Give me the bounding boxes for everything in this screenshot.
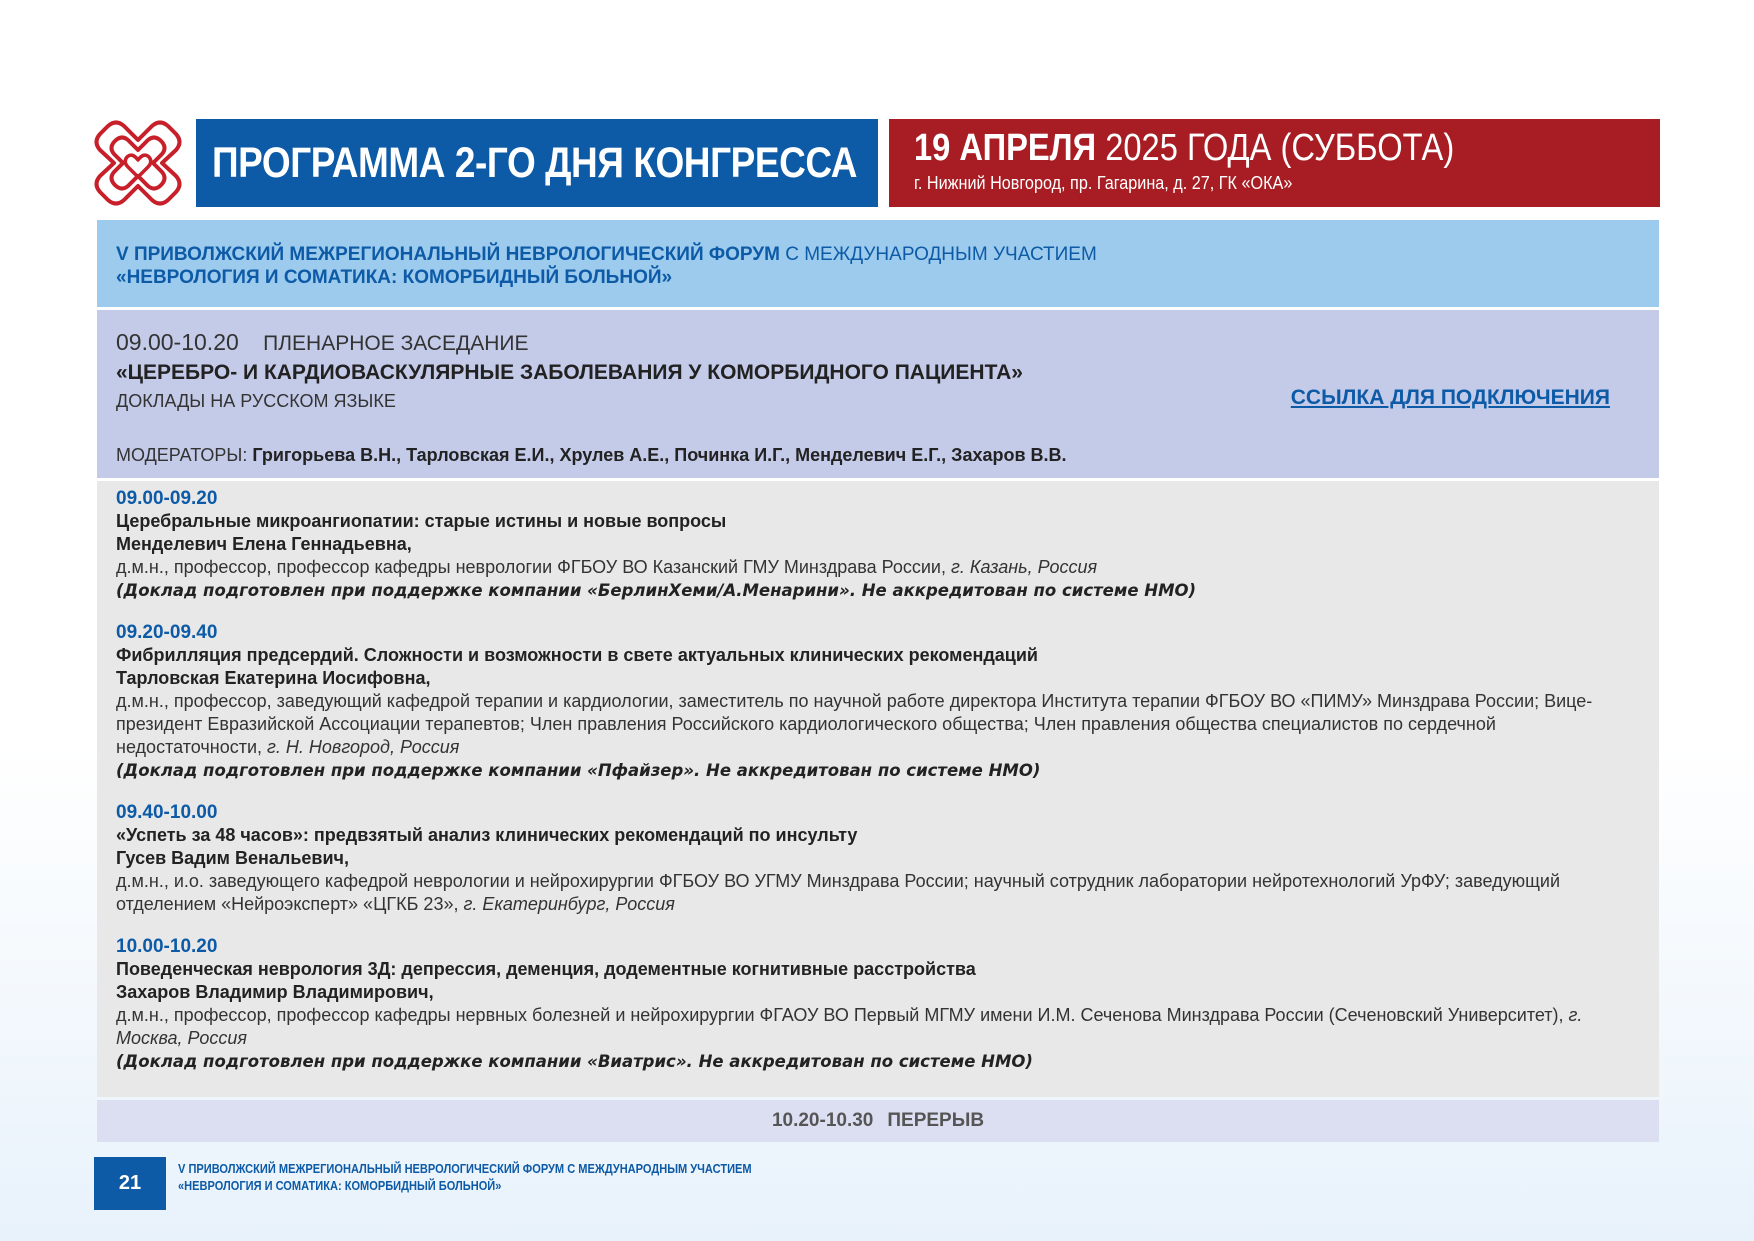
page-number: 21: [94, 1157, 166, 1210]
talk-city: г. Москва, Россия: [116, 1005, 1583, 1048]
forum-international: С МЕЖДУНАРОДНЫМ УЧАСТИЕМ: [785, 244, 1097, 265]
talk-title: «Успеть за 48 часов»: предвзятый анализ клинических рекомендаций по инсульту: [116, 825, 858, 845]
venue-address: г. Нижний Новгород, пр. Гагарина, д. 27, ГК «ОКА»: [914, 173, 1293, 193]
moderators-list: Григорьева В.Н., Тарловская Е.И., Хрулев А.Е., Починка И.Г., Менделевич Е.Г., Захаров В.В.: [252, 445, 1067, 465]
date-bold: 19 АПРЕЛЯ: [914, 127, 1097, 169]
talks-list: [97, 481, 1659, 1097]
talk-city: г. Казань, Россия: [950, 557, 1098, 577]
talk-item: [116, 621, 1629, 782]
forum-name: V ПРИВОЛЖСКИЙ МЕЖРЕГИОНАЛЬНЫЙ НЕВРОЛОГИЧЕСКИЙ ФОРУМ: [116, 244, 780, 265]
plenary-time: 09.00-10.20: [116, 329, 239, 355]
forum-subtitle: «НЕВРОЛОГИЯ И СОМАТИКА: КОМОРБИДНЫЙ БОЛЬНОЙ»: [116, 267, 673, 288]
footer-text: [178, 1160, 752, 1194]
moderators: [116, 445, 1659, 466]
talk-item: [116, 801, 1629, 916]
date-box: [889, 119, 1660, 207]
talk-time: 09.00-09.20: [116, 488, 218, 509]
talk-speaker-info: д.м.н., профессор, профессор кафедры нервных болезней и нейрохирургии ФГАОУ ВО Первый МГМУ имени И.М. Сеченова Минздрава России (Сеченовский Университет),: [116, 1005, 1564, 1025]
talk-speaker: Захаров Владимир Владимирович,: [116, 982, 434, 1002]
talk-note: (Доклад подготовлен при поддержке компании «Виатрис». Не аккредитован по системе НМО): [116, 1052, 1033, 1071]
plenary-label: ПЛЕНАРНОЕ ЗАСЕДАНИЕ: [263, 332, 529, 355]
page-title-box: [196, 119, 878, 207]
talk-city: г. Н. Новгород, Россия: [267, 737, 460, 757]
break-time: 10.20-10.30: [771, 1110, 874, 1131]
break-band: [97, 1100, 1659, 1142]
talk-title: Поведенческая неврология 3Д: депрессия, деменция, додементные когнитивные расстройства: [116, 959, 976, 979]
date-line: [914, 127, 1556, 169]
talk-city: г. Екатеринбург, Россия: [463, 894, 675, 914]
talk-speaker: Гусев Вадим Венальевич,: [116, 848, 349, 868]
break-label: ПЕРЕРЫВ: [887, 1110, 985, 1131]
talk-note: (Доклад подготовлен при поддержке компании «БерлинХеми/А.Менарини». Не аккредитован по системе НМО): [116, 581, 1197, 600]
talk-item: [116, 487, 1629, 602]
talk-time: 09.20-09.40: [116, 622, 218, 643]
connection-link[interactable]: ССЫЛКА ДЛЯ ПОДКЛЮЧЕНИЯ: [1290, 386, 1610, 409]
plenary-session: [97, 310, 1659, 478]
talk-title: Фибрилляция предсердий. Сложности и возможности в свете актуальных клинических рекомендаций: [116, 645, 1038, 665]
moderators-label: МОДЕРАТОРЫ:: [116, 445, 248, 465]
talk-title: Церебральные микроангиопатии: старые истины и новые вопросы: [116, 511, 727, 531]
talk-note: (Доклад подготовлен при поддержке компании «Пфайзер». Не аккредитован по системе НМО): [116, 761, 1041, 780]
talk-item: [116, 935, 1629, 1073]
talk-time: 10.00-10.20: [116, 936, 218, 957]
footer-line-1: V ПРИВОЛЖСКИЙ МЕЖРЕГИОНАЛЬНЫЙ НЕВРОЛОГИЧЕСКИЙ ФОРУМ С МЕЖДУНАРОДНЫМ УЧАСТИЕМ: [178, 1161, 752, 1176]
talk-speaker: Тарловская Екатерина Иосифовна,: [116, 668, 431, 688]
talk-speaker-info: д.м.н., профессор, профессор кафедры неврологии ФГБОУ ВО Казанский ГМУ Минздрава России,: [116, 557, 946, 577]
talk-speaker-info: д.м.н., и.о. заведующего кафедрой неврологии и нейрохирургии ФГБОУ ВО УГМУ Минздрава России; научный сотрудник лаборатории нейротехнологий УрФУ; заведующий отделением «Нейроэксперт» «ЦГКБ 23»,: [116, 871, 1561, 914]
plenary-title: «ЦЕРЕБРО- И КАРДИОВАСКУЛЯРНЫЕ ЗАБОЛЕВАНИЯ У КОМОРБИДНОГО ПАЦИЕНТА»: [116, 361, 1023, 384]
talk-speaker-info: д.м.н., профессор, заведующий кафедрой терапии и кардиологии, заместитель по научной работе директора Института терапии ФГБОУ ВО «ПИМУ» Минздрава России; Вице-президент Евразийской Ассоциации терапевтов; Член правления Российского кардиологического общества; Член правления общества специалистов по сердечной недостаточности,: [116, 691, 1593, 757]
forum-band: [97, 220, 1659, 307]
footer-line-2: «НЕВРОЛОГИЯ И СОМАТИКА: КОМОРБИДНЫЙ БОЛЬНОЙ»: [178, 1178, 502, 1193]
talk-speaker: Менделевич Елена Геннадьевна,: [116, 534, 412, 554]
plenary-language: ДОКЛАДЫ НА РУССКОМ ЯЗЫКЕ: [116, 391, 396, 411]
date-rest: 2025 ГОДА (СУББОТА): [1105, 127, 1455, 169]
talk-time: 09.40-10.00: [116, 802, 218, 823]
page-title: ПРОГРАММА 2-ГО ДНЯ КОНГРЕССА: [212, 138, 857, 187]
forum-logo-icon: [94, 120, 182, 206]
